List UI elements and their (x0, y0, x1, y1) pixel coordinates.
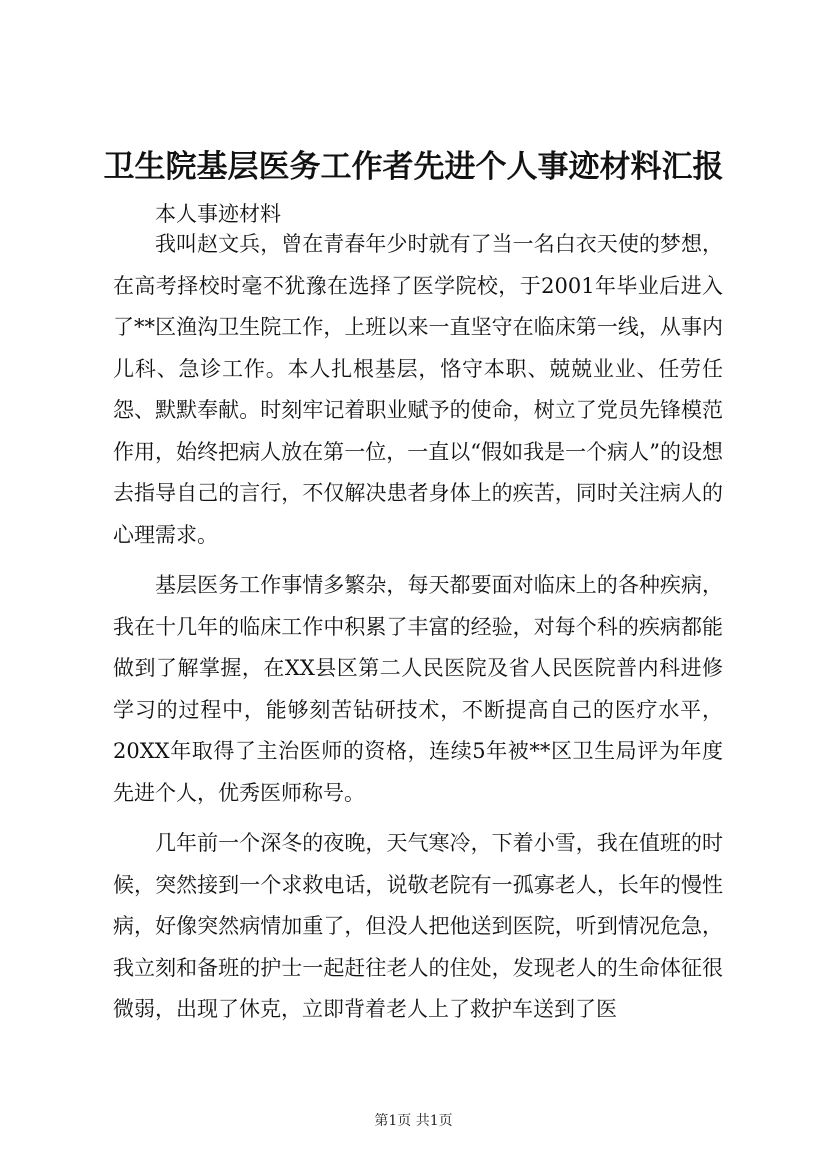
page-footer: 第1页 共1页 (374, 1113, 453, 1129)
paragraph-1: 我叫赵文兵，曾在青春年少时就有了当一名白衣天使的梦想，在高考择校时毫不犹豫在选择了医学院校，于2001年毕业后进入了**区渔沟卫生院工作，上班以来一直坚守在临床第一线，从事内儿科、急诊工作。本人扎根基层，恪守本职、兢兢业业、任劳任怨、默默奉献。时刻牢记着职业赋予的使命，树立了党员先锋模范作用，始终把病人放在第一位，一直以“假如我是一个病人”的设想去指导自己的言行，不仅解决患者身体上的疾苦，同时关注病人的心理需求。 (113, 232, 723, 547)
document-subtitle: 本人事迹材料 (155, 202, 281, 226)
paragraph-2: 基层医务工作事情多繁杂，每天都要面对临床上的各种疾病，我在十几年的临床工作中积累了丰富的经验，对每个科的疾病都能做到了解掌握，在XX县区第二人民医院及省人民医院普内科进修学习的过程中，能够刻苦钻研技术，不断提高自己的医疗水平，20XX年取得了主治医师的资格，连续5年被**区卫生局评为年度先进个人，优秀医师称号。 (113, 573, 723, 805)
paragraph-3: 几年前一个深冬的夜晚，天气寒冷，下着小雪，我在值班的时候，突然接到一个求救电话，说敬老院有一孤寡老人，长年的慢性病，好像突然病情加重了，但没人把他送到医院，听到情况危急，我立刻和备班的护士一起赶往老人的住处，发现老人的生命体征很微弱，出现了休克，立即背着老人上了救护车送到了医 (113, 831, 723, 1021)
document-title: 卫生院基层医务工作者先进个人事迹材料汇报 (103, 149, 724, 185)
document-body (113, 224, 723, 1031)
